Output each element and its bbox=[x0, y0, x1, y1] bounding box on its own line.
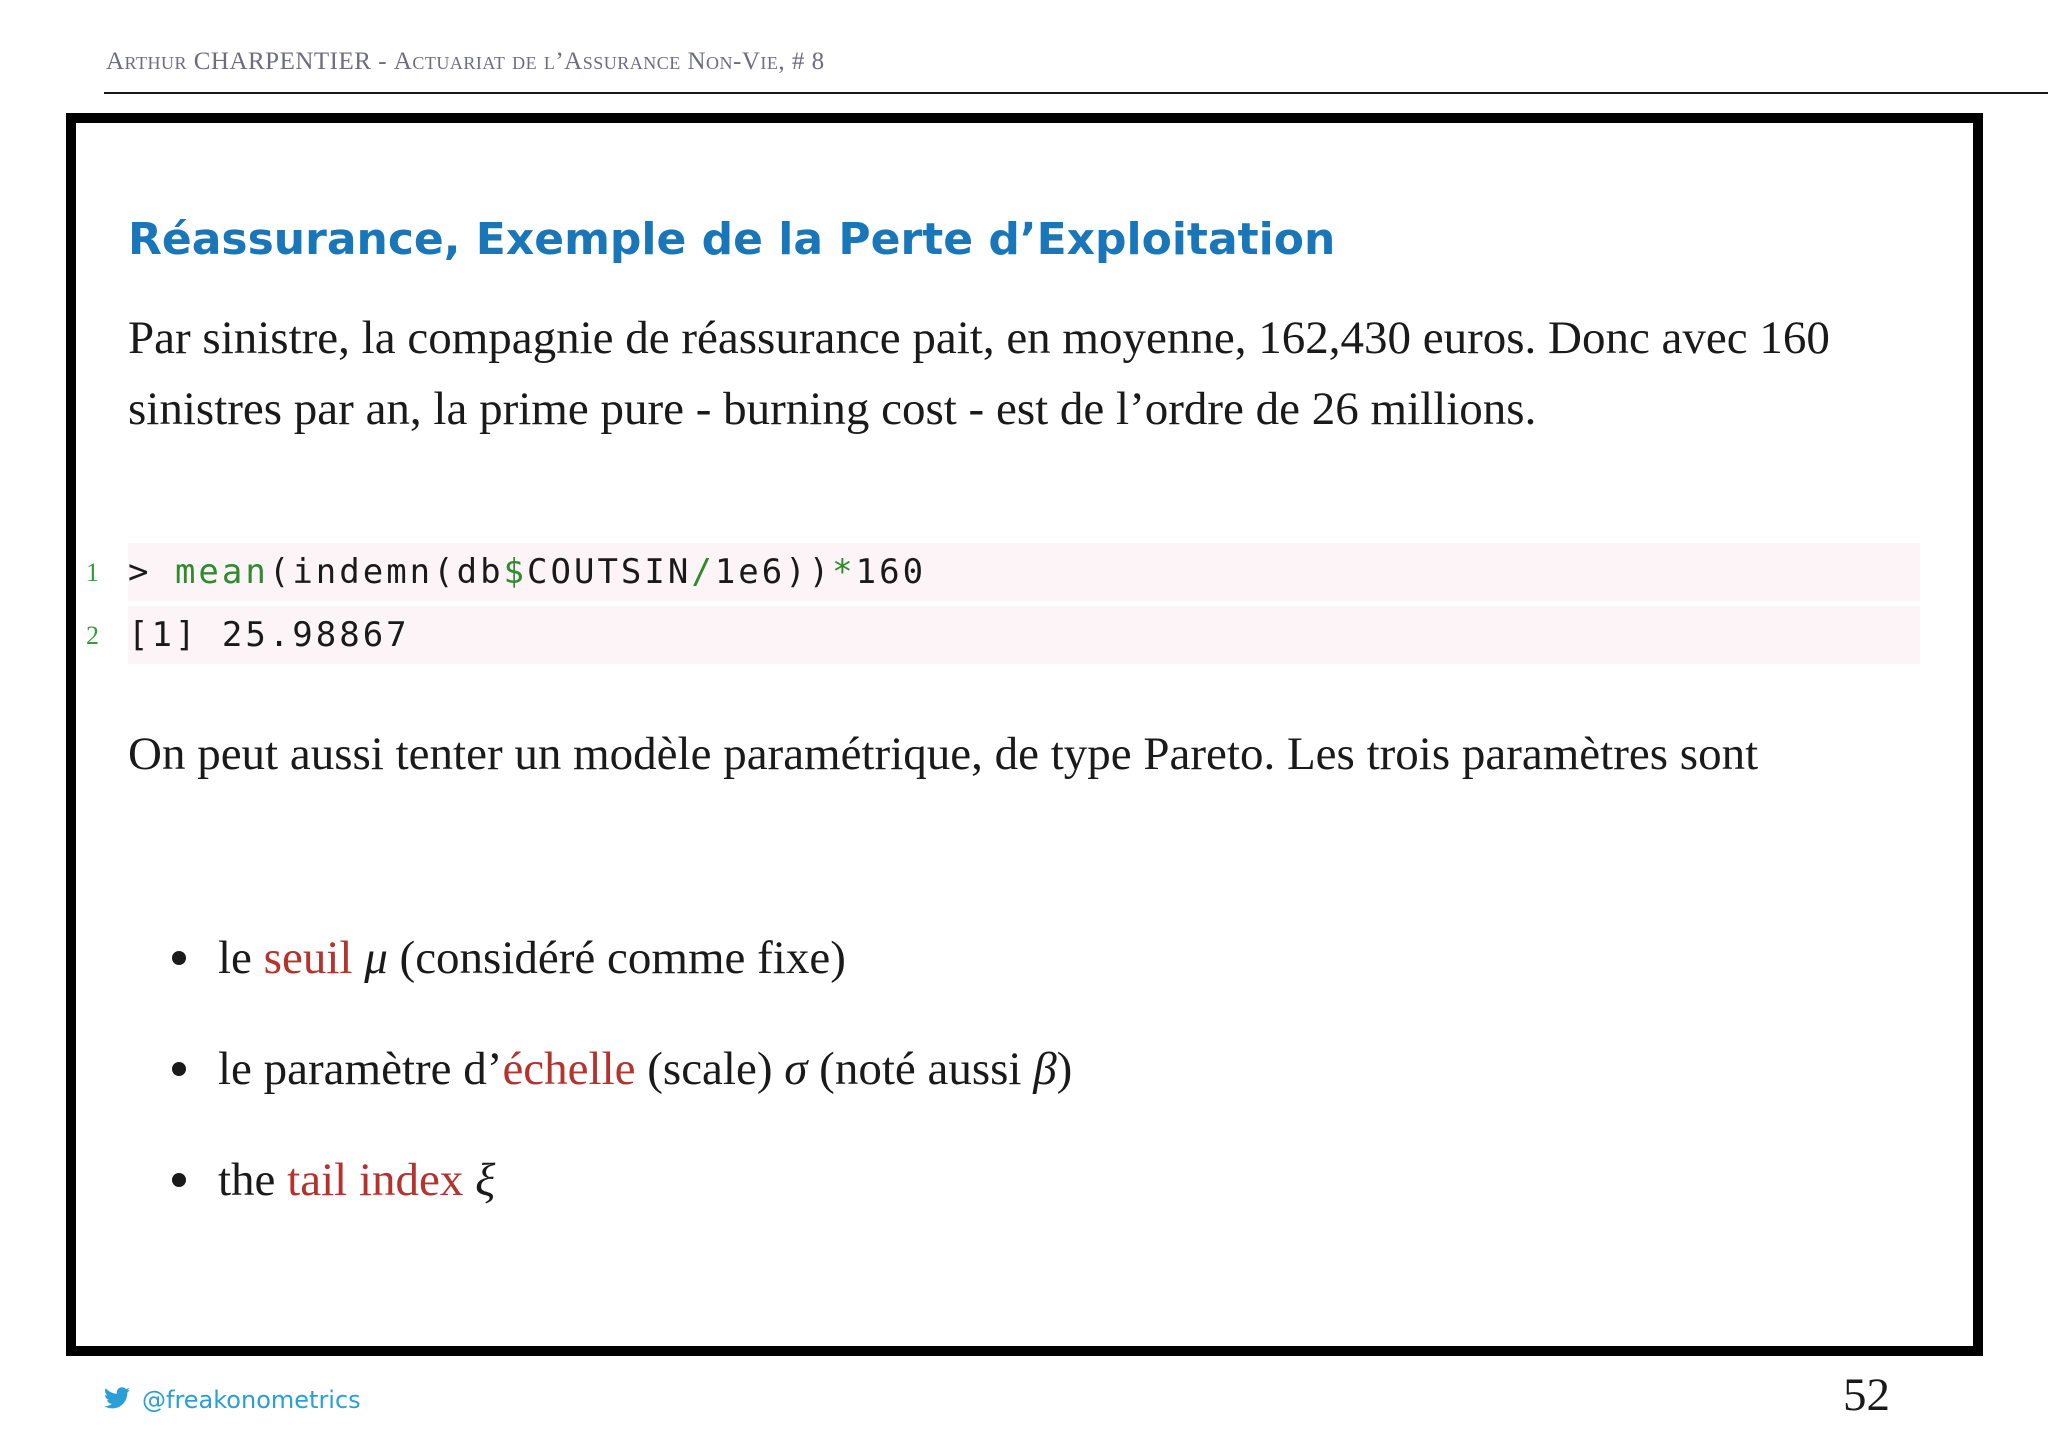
code-function: mean bbox=[174, 552, 269, 592]
header-author: Arthur CHARPENTIER bbox=[106, 48, 372, 75]
code-line-number: 2 bbox=[86, 621, 99, 650]
twitter-bird-icon bbox=[104, 1387, 130, 1415]
math-symbol: β bbox=[1033, 1043, 1057, 1095]
bullet-highlight: seuil bbox=[263, 932, 353, 984]
paragraph-burning-cost: Par sinistre, la compagnie de réassurance pait, en moyenne, 162,430 euros. Donc avec 160 sinistres par an, la prime pure - burning cost - est de l’ordre de 26 millions. bbox=[128, 312, 1830, 435]
page-number: 52 bbox=[1843, 1369, 1890, 1421]
bullet-icon bbox=[172, 951, 186, 965]
code-text: (indemn(db bbox=[268, 552, 504, 592]
code-text: 160 bbox=[855, 552, 927, 592]
code-prompt: > bbox=[128, 552, 175, 592]
code-text: COUTSIN bbox=[527, 552, 692, 592]
list-item bbox=[168, 920, 1072, 1031]
code-text: 1e6)) bbox=[714, 552, 833, 592]
code-operator: $ bbox=[503, 552, 528, 592]
code-output-line: [1] 25.98867 bbox=[128, 606, 1920, 664]
code-line-number: 1 bbox=[86, 558, 99, 587]
math-symbol: μ bbox=[364, 932, 388, 984]
header-separator: - bbox=[371, 48, 394, 75]
twitter-handle-text: @freakonometrics bbox=[142, 1386, 361, 1414]
bullet-highlight: échelle bbox=[502, 1043, 636, 1095]
paragraph-pareto: On peut aussi tenter un modèle paramétrique, de type Pareto. Les trois paramètres sont bbox=[128, 728, 1759, 780]
code-operator: * bbox=[832, 552, 856, 592]
code-operator: / bbox=[691, 552, 715, 592]
bullet-highlight: tail index bbox=[287, 1154, 464, 1206]
list-item bbox=[168, 1031, 1072, 1142]
bullet-icon bbox=[172, 1173, 186, 1187]
math-symbol: ξ bbox=[475, 1154, 496, 1206]
bullet-text: the bbox=[218, 1154, 288, 1206]
bullet-text: (noté aussi bbox=[807, 1043, 1034, 1095]
twitter-handle-link[interactable] bbox=[104, 1386, 361, 1415]
parameter-list bbox=[168, 920, 1072, 1253]
bullet-text: (considéré comme fixe) bbox=[387, 932, 846, 984]
bullet-text: le bbox=[218, 932, 264, 984]
slide-title: Réassurance, Exemple de la Perte d’Exploitation bbox=[128, 214, 1336, 265]
list-item bbox=[168, 1142, 1072, 1253]
bullet-text: ) bbox=[1056, 1043, 1073, 1095]
header-course: Actuariat de l’Assurance Non-Vie, # 8 bbox=[393, 48, 825, 75]
bullet-text: le paramètre d’ bbox=[218, 1043, 503, 1095]
math-symbol: σ bbox=[784, 1043, 808, 1095]
bullet-text bbox=[352, 932, 364, 984]
code-line bbox=[128, 543, 1920, 601]
running-header bbox=[106, 48, 825, 76]
bullet-text: (scale) bbox=[635, 1043, 785, 1095]
bullet-text bbox=[463, 1154, 475, 1206]
bullet-icon bbox=[172, 1062, 186, 1076]
header-divider bbox=[104, 92, 2048, 94]
